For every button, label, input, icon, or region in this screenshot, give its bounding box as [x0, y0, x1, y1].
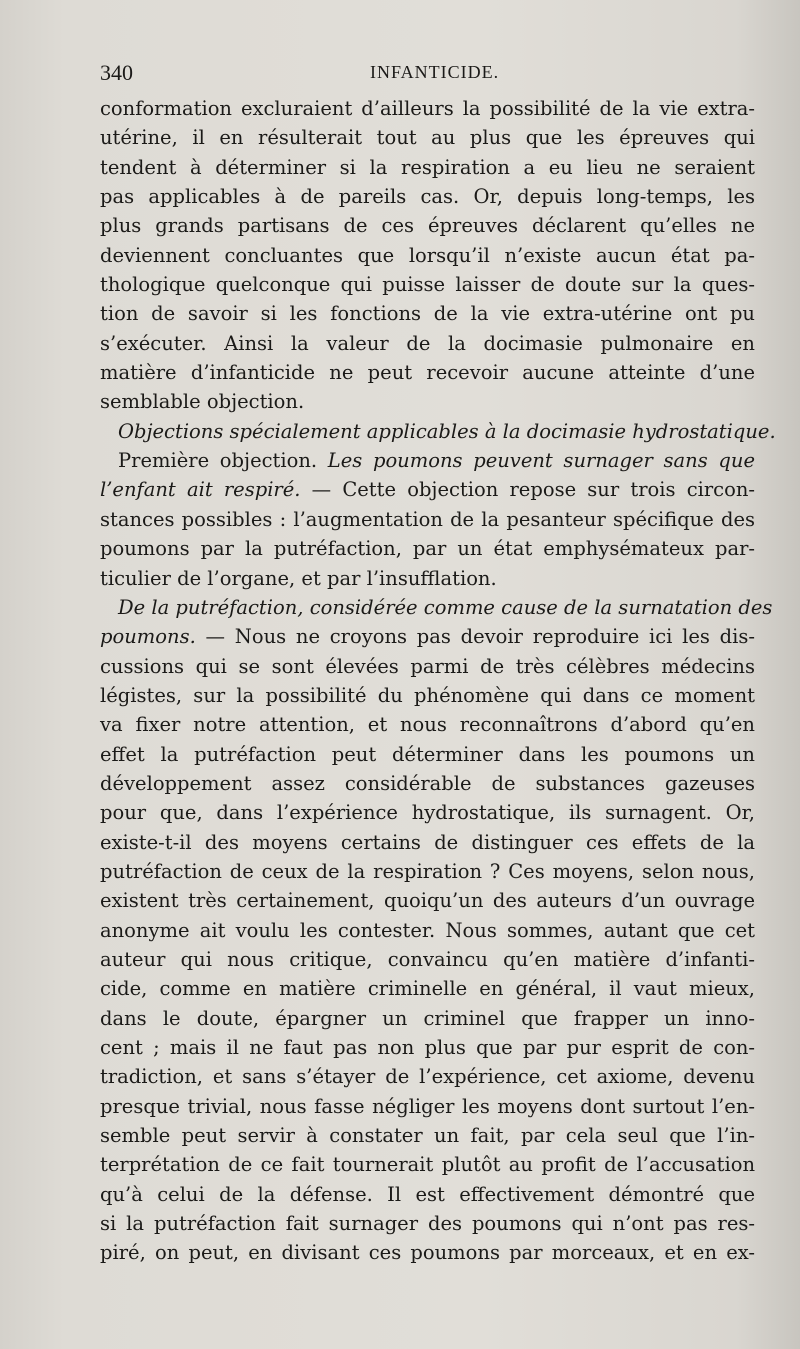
page-number: 340 — [100, 60, 133, 85]
text-run: Première objection. — [118, 449, 328, 473]
text-run: matière d’infanticide ne peut recevoir aucune atteinte d’une — [100, 361, 755, 385]
text-run: anonyme ait voulu les contester. Nous sommes, autant que cet — [100, 918, 755, 942]
text-line — [100, 1238, 755, 1267]
text-line — [100, 769, 755, 798]
text-run: terprétation de ce fait tournerait plutôt au profit de l’accusation — [100, 1153, 755, 1177]
text-line — [100, 798, 755, 827]
text-line — [100, 182, 755, 211]
text-run: presque trivial, nous fasse négliger les moyens dont surtout l’en- — [100, 1094, 755, 1118]
text-line — [100, 123, 755, 152]
text-run: putréfaction de ceux de la respiration ? Ces moyens, selon nous, — [100, 859, 755, 883]
text-line — [100, 534, 755, 563]
text-line — [100, 299, 755, 328]
text-run: tendent à déterminer si la respiration a eu lieu ne seraient — [100, 155, 755, 179]
text-line — [100, 475, 755, 504]
text-run: légistes, sur la possibilité du phénomène qui dans ce moment — [100, 683, 755, 707]
text-run: auteur qui nous critique, convaincu qu’en matière d’infanti- — [100, 947, 755, 971]
text-run: cussions qui se sont élevées parmi de très célèbres médecins — [100, 654, 755, 678]
text-line — [100, 710, 755, 739]
text-line — [100, 857, 755, 886]
text-run: va fixer notre attention, et nous reconnaîtrons d’abord qu’en — [100, 713, 755, 737]
text-line — [100, 740, 755, 769]
text-run: — Nous ne croyons pas devoir reproduire ici les dis- — [195, 625, 755, 649]
text-run: piré, on peut, en divisant ces poumons par morceaux, et en ex- — [100, 1241, 755, 1265]
text-line — [100, 622, 755, 651]
text-line — [100, 446, 755, 475]
text-run: effet la putréfaction peut déterminer dans les poumons un — [100, 742, 755, 766]
text-run: pour que, dans l’expérience hydrostatique, ils surnagent. Or, — [100, 801, 755, 825]
text-line — [100, 974, 755, 1003]
text-run: existe-t-il des moyens certains de distinguer ces effets de la — [100, 830, 755, 854]
running-head: INFANTICIDE. — [370, 62, 500, 82]
text-line — [100, 1004, 755, 1033]
body-text — [100, 94, 776, 1268]
text-run: cent ; mais il ne faut pas non plus que par pur esprit de con- — [100, 1036, 755, 1059]
text-run: deviennent concluantes que lorsqu’il n’existe aucun état pa- — [100, 243, 755, 267]
text-line — [100, 1209, 755, 1238]
text-line — [100, 94, 755, 123]
page-header — [100, 60, 760, 90]
text-run: qu’à celui de la défense. Il est effectivement démontré que — [100, 1182, 755, 1206]
text-run: tradiction, et sans s’étayer de l’expérience, cet axiome, devenu — [100, 1065, 755, 1089]
text-line — [100, 387, 755, 416]
text-line — [100, 1180, 755, 1209]
italic-text: l’enfant ait respiré. — [100, 478, 301, 502]
text-line — [100, 1150, 755, 1179]
text-line — [100, 358, 755, 387]
text-run: semble peut servir à constater un fait, par cela seul que l’in- — [100, 1124, 755, 1148]
text-run: cide, comme en matière criminelle en général, il vaut mieux, — [100, 977, 755, 1001]
text-run: ticulier de l’organe, et par l’insufflation. — [100, 566, 497, 590]
text-run: s’exécuter. Ainsi la valeur de la docimasie pulmonaire en — [100, 331, 755, 355]
italic-text: poumons. — [100, 625, 196, 649]
text-line — [100, 270, 755, 299]
text-line — [100, 1062, 755, 1091]
italic-text: Objections spécialement applicables à la docimasie hydrostatique. — [118, 419, 776, 443]
text-run: utérine, il en résulterait tout au plus que les épreuves qui — [100, 126, 755, 150]
text-run: conformation excluraient d’ailleurs la possibilité de la vie extra- — [100, 97, 755, 120]
text-run: semblable objection. — [100, 390, 305, 414]
text-line — [100, 681, 755, 710]
text-line — [100, 329, 755, 358]
text-line — [100, 945, 755, 974]
text-line — [100, 1092, 755, 1121]
text-line — [100, 886, 755, 915]
text-line — [100, 505, 755, 534]
text-run: développement assez considérable de substances gazeuses — [100, 771, 755, 795]
text-run: — Cette objection repose sur trois circon- — [300, 478, 755, 502]
text-line — [100, 916, 755, 945]
italic-text: De la putréfaction, considérée comme cause de la surnatation des — [118, 595, 773, 619]
text-run: stances possibles : l’augmentation de la pesanteur spécifique des — [100, 507, 755, 531]
text-run: existent très certainement, quoiqu’un des auteurs d’un ouvrage — [100, 889, 755, 913]
text-line — [100, 417, 776, 446]
text-line — [100, 153, 755, 182]
text-line — [100, 652, 755, 681]
text-run: tion de savoir si les fonctions de la vie extra-utérine ont pu — [100, 302, 755, 326]
text-run: pas applicables à de pareils cas. Or, depuis long-temps, les — [100, 185, 755, 209]
text-run: plus grands partisans de ces épreuves déclarent qu’elles ne — [100, 214, 755, 238]
text-line — [100, 593, 773, 622]
text-line — [100, 1121, 755, 1150]
text-run: poumons par la putréfaction, par un état emphysémateux par- — [100, 537, 755, 561]
text-line — [100, 564, 755, 593]
text-line — [100, 211, 755, 240]
text-run: dans le doute, épargner un criminel que frapper un inno- — [100, 1006, 755, 1030]
text-line — [100, 241, 755, 270]
italic-text: Les poumons peuvent surnager sans que — [327, 449, 755, 473]
text-line — [100, 828, 755, 857]
text-line — [100, 1033, 755, 1062]
text-run: si la putréfaction fait surnager des poumons qui n’ont pas res- — [100, 1212, 755, 1236]
text-run: thologique quelconque qui puisse laisser de doute sur la ques- — [100, 273, 755, 297]
